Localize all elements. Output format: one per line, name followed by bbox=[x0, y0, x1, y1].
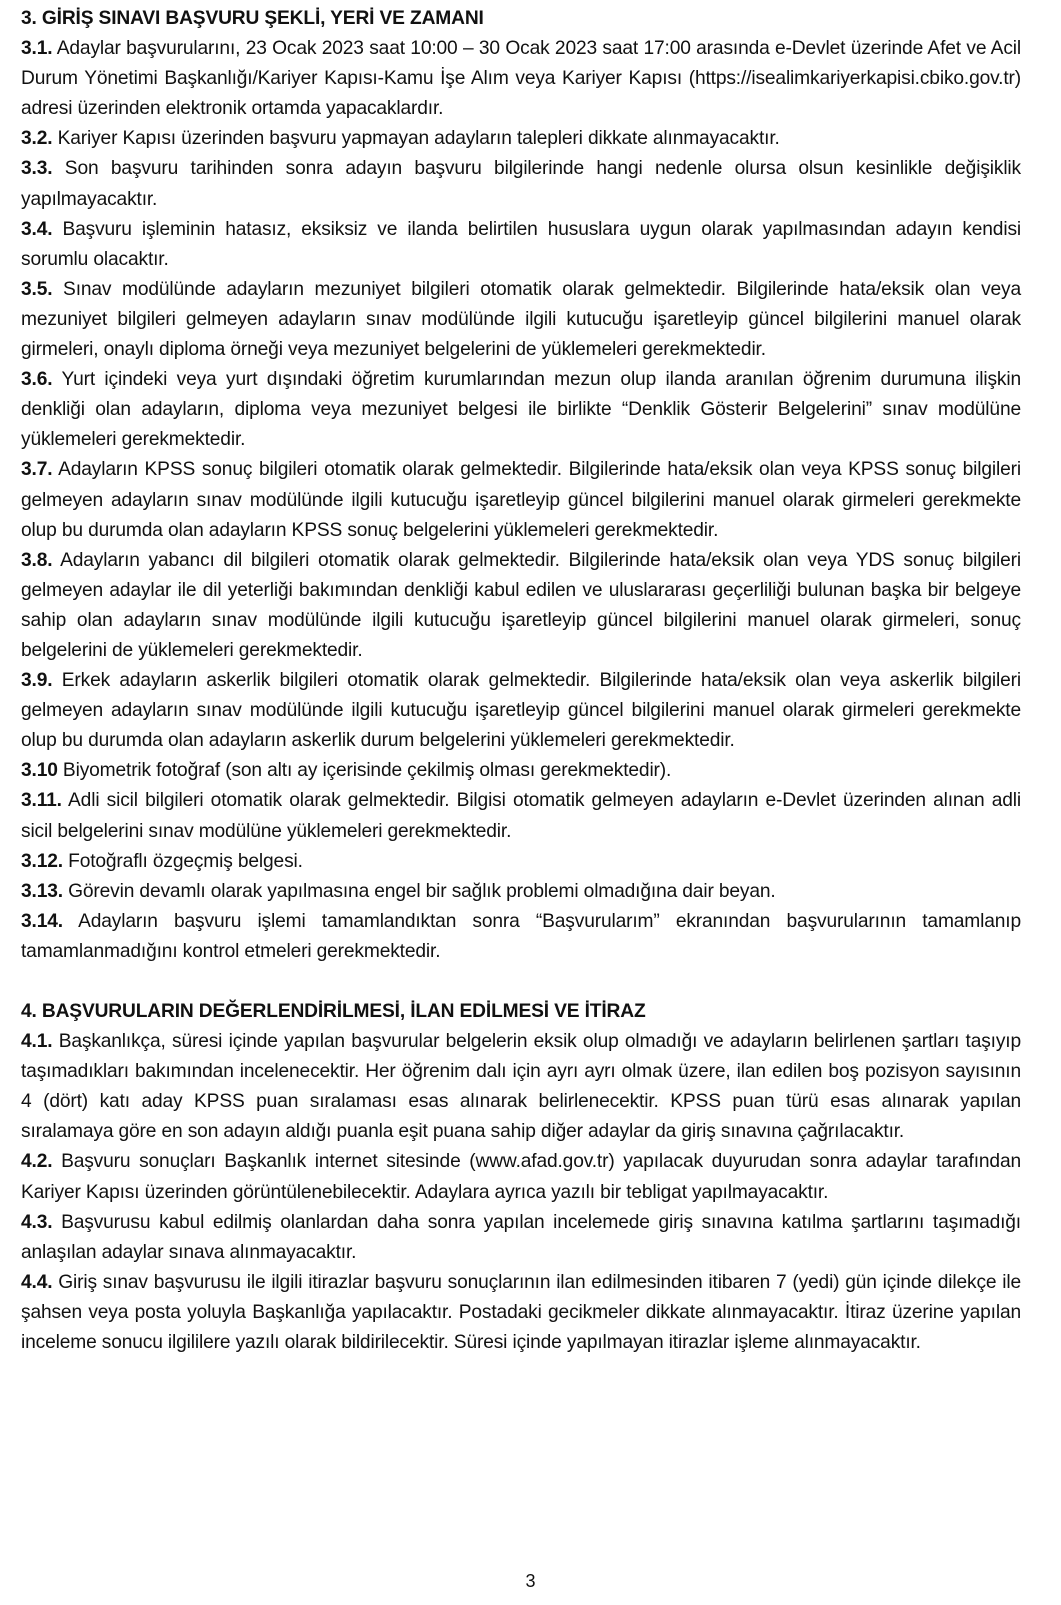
clause-text: Yurt içindeki veya yurt dışındaki öğretim kurumlarından mezun olup ilanda aranılan öğrenim durumuna ilişkin denkliği olan adayların, diploma veya mezuniyet belgesi ile birlikte “Denklik Gösterir Belgelerini” sınav modülüne yüklemeleri gerekmektedir. bbox=[21, 369, 1021, 451]
clause-3-5 bbox=[21, 275, 1021, 365]
clause-3-1 bbox=[21, 34, 1021, 124]
clause-4-1 bbox=[21, 1027, 1021, 1147]
clause-3-6 bbox=[21, 365, 1021, 455]
clause-number: 3.8. bbox=[21, 549, 53, 571]
clause-number: 3.11. bbox=[21, 790, 62, 812]
clause-number: 3.2. bbox=[21, 128, 53, 150]
clause-number: 3.5. bbox=[21, 278, 53, 300]
clause-3-14 bbox=[21, 907, 1021, 967]
section-spacer bbox=[21, 967, 1021, 997]
clause-text: Adayların KPSS sonuç bilgileri otomatik olarak gelmektedir. Bilgilerinde hata/eksik olan veya KPSS sonuç bilgileri gelmeyen adayların sınav modülünde ilgili kutucuğu işaretleyip güncel bilgilerini manuel olarak girmeleri gerekmekte olup bu durumda olan adayların KPSS sonuç belgelerini yüklemeleri gerekmektedir. bbox=[21, 459, 1021, 541]
clause-text: Başvuru işleminin hatasız, eksiksiz ve ilanda belirtilen hususlara uygun olarak yapılmasından adayın kendisi sorumlu olacaktır. bbox=[21, 218, 1021, 270]
clause-text: Fotoğraflı özgeçmiş belgesi. bbox=[62, 850, 303, 872]
clause-text: Başvuru sonuçları Başkanlık internet sitesinde (www.afad.gov.tr) yapılacak duyurudan sonra adaylar tarafından Kariyer Kapısı üzerinden görüntülenebilecektir. Adaylara ayrıca yazılı bir tebligat yapılmayacaktır. bbox=[21, 1151, 1021, 1203]
clause-number: 3.3. bbox=[21, 158, 53, 180]
section-3-heading: 3. GİRİŞ SINAVI BAŞVURU ŞEKLİ, YERİ VE ZAMANI bbox=[21, 8, 484, 29]
clause-number: 3.7. bbox=[21, 459, 53, 481]
clause-text: Erkek adayların askerlik bilgileri otomatik olarak gelmektedir. Bilgilerinde hata/eksik olan veya askerlik bilgileri gelmeyen adayların sınav modülünde ilgili kutucuğu işaretleyip güncel bilgilerini manuel olarak girmeleri gerekmekte olup bu durumda olan adayların askerlik durum belgelerini yüklemeleri gerekmektedir. bbox=[21, 670, 1021, 752]
clause-number: 4.4. bbox=[21, 1271, 53, 1293]
clause-text: Biyometrik fotoğraf (son altı ay içerisinde çekilmiş olması gerekmektedir). bbox=[57, 760, 672, 782]
clause-3-7 bbox=[21, 455, 1021, 545]
clause-text: Görevin devamlı olarak yapılmasına engel bir sağlık problemi olmadığına dair beyan. bbox=[62, 880, 776, 902]
clause-text: Başvurusu kabul edilmiş olanlardan daha sonra yapılan incelemede giriş sınavına katılma şartlarını taşımadığı anlaşılan adaylar sınava alınmayacaktır. bbox=[21, 1211, 1021, 1263]
clause-number: 4.1. bbox=[21, 1031, 53, 1053]
clause-number: 3.6. bbox=[21, 369, 53, 391]
clause-3-9 bbox=[21, 666, 1021, 756]
clause-text: Adli sicil bilgileri otomatik olarak gelmektedir. Bilgisi otomatik gelmeyen adayların e-Devlet üzerinden alınan adli sicil belgelerini sınav modülüne yüklemeleri gerekmektedir. bbox=[21, 790, 1021, 842]
clause-3-13 bbox=[21, 877, 1021, 907]
clause-4-2 bbox=[21, 1147, 1021, 1207]
clause-3-8 bbox=[21, 546, 1021, 666]
clause-number: 3.4. bbox=[21, 218, 53, 240]
clause-3-10 bbox=[21, 756, 1021, 786]
page-number: 3 bbox=[525, 1571, 536, 1591]
clause-4-4 bbox=[21, 1268, 1021, 1358]
clause-text: Son başvuru tarihinden sonra adayın başvuru bilgilerinde hangi nedenle olursa olsun kesinlikle değişiklik yapılmayacaktır. bbox=[21, 158, 1021, 210]
clause-3-11 bbox=[21, 786, 1021, 846]
clause-3-4 bbox=[21, 215, 1021, 275]
clause-text: Başkanlıkça, süresi içinde yapılan başvurular belgelerin eksik olup olmadığı ve adayların belirlenen şartları taşıyıp taşımadıkları bakımından incelenecektir. Her öğrenim dalı için ayrı ayrı olmak üzere, ilan edilen boş pozisyon sayısının 4 (dört) katı aday KPSS puan sıralaması esas alınarak belirlenecektir. KPSS puan türü esas alınarak yapılan sıralamaya göre en son adayın aldığı puanla eşit puana sahip diğer adaylar da giriş sınavına çağrılacaktır. bbox=[21, 1031, 1021, 1143]
clause-number: 3.13. bbox=[21, 880, 63, 902]
clause-text: Adayların yabancı dil bilgileri otomatik olarak gelmektedir. Bilgilerinde hata/eksik olan veya YDS sonuç bilgileri gelmeyen adaylar ile dil yeterliği bakımından denkliği kabul edilen ve uluslararası geçerliliği bulunan başka bir belgeye sahip olan adayların sınav modülünde ilgili kutucuğu işaretleyip güncel bilgilerini manuel olarak girmeleri, sonuç belgelerini de yüklemeleri gerekmektedir. bbox=[21, 549, 1021, 661]
clause-3-12 bbox=[21, 847, 1021, 877]
clause-number: 4.3. bbox=[21, 1211, 53, 1233]
clause-number: 3.14. bbox=[21, 910, 63, 932]
clause-text: Adaylar başvurularını, 23 Ocak 2023 saat 10:00 – 30 Ocak 2023 saat 17:00 arasında e-Devlet üzerinde Afet ve Acil Durum Yönetimi Başkanlığı/Kariyer Kapısı-Kamu İşe Alım veya Kariyer Kapısı (https://isealimkariyerkapisi.cbiko.gov.tr) adresi üzerinden elektronik ortamda yapacaklardır. bbox=[21, 38, 1021, 120]
clause-4-3 bbox=[21, 1208, 1021, 1268]
clause-text: Sınav modülünde adayların mezuniyet bilgileri otomatik olarak gelmektedir. Bilgilerinde hata/eksik olan veya mezuniyet bilgileri gelmeyen adayların sınav modülünde ilgili kutucuğu işaretleyip güncel bilgilerini manuel olarak girmeleri, onaylı diploma örneği veya mezuniyet belgelerini de yüklemeleri gerekmektedir. bbox=[21, 278, 1021, 361]
clause-text: Giriş sınav başvurusu ile ilgili itirazlar başvuru sonuçlarının ilan edilmesinden itibaren 7 (yedi) gün içinde dilekçe ile şahsen veya posta yoluyla Başkanlığa yapılacaktır. Postadaki gecikmeler dikkate alınmayacaktır. İtiraz üzerine yapılan inceleme sonucu ilgililere yazılı olarak bildirilecektir. Süresi içinde yapılmayan itirazlar işleme alınmayacaktır. bbox=[21, 1271, 1021, 1354]
clause-3-2 bbox=[21, 124, 1021, 154]
section-4-heading: 4. BAŞVURULARIN DEĞERLENDİRİLMESİ, İLAN EDİLMESİ VE İTİRAZ bbox=[21, 1001, 646, 1022]
clause-number: 3.1. bbox=[21, 38, 53, 60]
clause-number: 3.12. bbox=[21, 850, 63, 872]
clause-text: Kariyer Kapısı üzerinden başvuru yapmayan adayların talepleri dikkate alınmayacaktır. bbox=[52, 128, 780, 150]
document-page bbox=[21, 4, 1021, 1358]
clause-number: 4.2. bbox=[21, 1151, 53, 1173]
clause-text: Adayların başvuru işlemi tamamlandıktan sonra “Başvurularım” ekranından başvurularının tamamlanıp tamamlanmadığını kontrol etmeleri gerekmektedir. bbox=[21, 910, 1021, 962]
clause-number: 3.10 bbox=[21, 760, 58, 782]
clause-number: 3.9. bbox=[21, 670, 53, 692]
clause-3-3 bbox=[21, 154, 1021, 214]
